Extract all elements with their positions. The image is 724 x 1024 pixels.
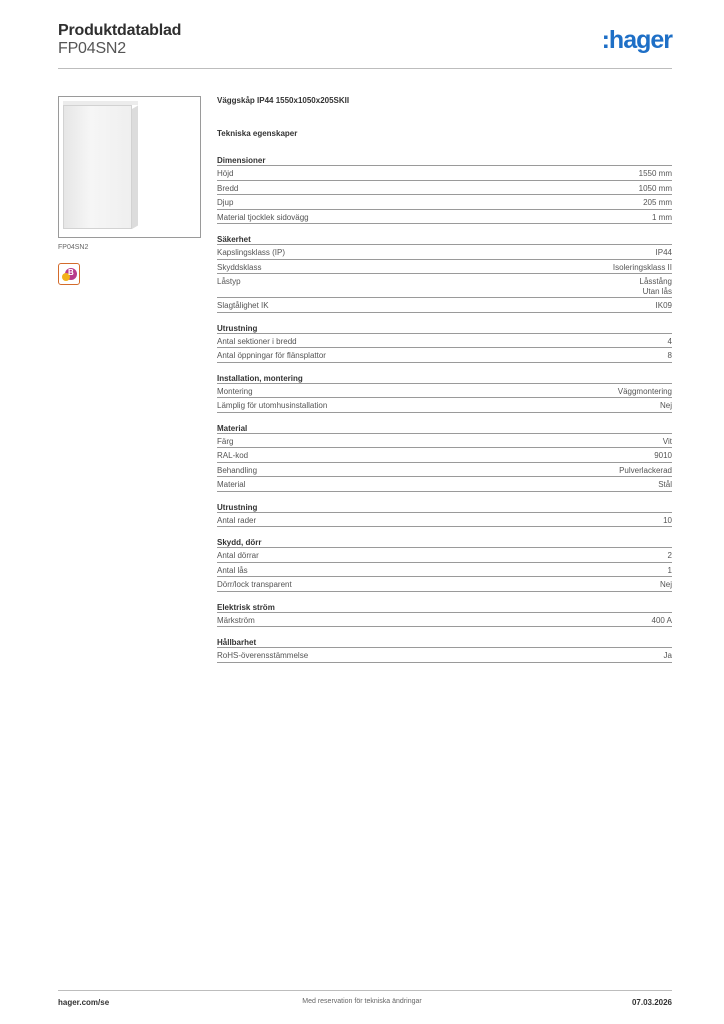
spec-row [217,477,672,492]
spec-row [217,210,672,225]
spec-row [217,513,672,528]
page-header [58,20,672,70]
spec-label: Bredd [217,183,239,193]
spec-group [217,323,672,363]
spec-value: Stål [658,480,672,489]
spec-row [217,245,672,260]
cabinet-illustration [63,101,138,229]
spec-value: 8 [667,351,672,360]
spec-value: 2 [667,551,672,560]
spec-group-title: Dimensioner [217,155,672,166]
spec-row [217,577,672,592]
spec-value: Väggmontering [617,386,672,396]
spec-group [217,537,672,592]
spec-label: Montering [217,386,253,396]
spec-group [217,502,672,528]
spec-row [217,334,672,349]
spec-content [217,96,672,673]
footer-notice: Med reservation för tekniska ändringar [302,998,422,1005]
section-heading: Tekniska egenskaper [217,129,298,138]
spec-label: Material [217,480,246,489]
spec-group-title: Elektrisk ström [217,602,672,613]
spec-value: 1 mm [652,212,672,222]
spec-group-title: Utrustning [217,323,672,334]
footer-date: 07.03.2026 [631,998,672,1007]
spec-value: 9010 [654,451,672,460]
spec-group-title: Säkerhet [217,234,672,245]
spec-label: Antal öppningar för flänsplattor [217,351,326,360]
spec-group [217,602,672,628]
spec-label: Höjd [217,169,234,178]
spec-groups [217,155,672,663]
image-caption: FP04SN2 [58,244,89,251]
spec-group-title: Material [217,423,672,434]
product-name: Väggskåp IP44 1550x1050x205SKII [217,96,350,105]
spec-group [217,234,672,313]
spec-label: Kapslingsklass (IP) [217,248,286,257]
spec-label: Antal dörrar [217,551,259,560]
spec-row [217,274,672,298]
spec-value: Vit [662,436,672,446]
spec-label: Låstyp [217,277,241,286]
badge-label: B [68,268,74,277]
spec-row [217,384,672,399]
spec-label: Märkström [217,615,255,625]
spec-label: Skyddsklass [217,262,262,272]
spec-row [217,348,672,363]
spec-label: Antal sektioner i bredd [217,336,297,346]
spec-value: 10 [663,515,672,525]
spec-row [217,260,672,275]
spec-row [217,434,672,449]
spec-row [217,195,672,210]
spec-value: 1550 mm [638,169,672,178]
spec-group-title: Hållbarhet [217,637,672,648]
spec-label: Slagtålighet IK [217,301,269,310]
spec-label: Behandling [217,465,258,475]
spec-value: 1 [667,565,672,575]
spec-label: RoHS-överensstämmelse [217,651,309,660]
spec-value: Isoleringsklass II [612,262,672,272]
spec-value: Ja [663,651,672,660]
spec-label: Antal rader [217,515,257,525]
product-code: FP04SN2 [58,40,126,57]
spec-value: 1050 mm [638,183,672,193]
header-divider [58,68,672,69]
spec-value: 205 mm [643,198,672,207]
spec-value: Låsstång Utan lås [639,277,672,296]
spec-label: Dörr/lock transparent [217,580,292,589]
hager-logo: :hager [601,26,672,54]
spec-value: IP44 [655,248,672,257]
spec-label: Material tjocklek sidovägg [217,212,309,222]
spec-row [217,563,672,578]
footer-divider [58,990,672,991]
spec-group-title: Installation, montering [217,373,672,384]
spec-row [217,613,672,628]
spec-row [217,398,672,413]
spec-row [217,298,672,313]
spec-group [217,373,672,413]
spec-group [217,423,672,492]
spec-group-title: Utrustning [217,502,672,513]
spec-row [217,648,672,663]
spec-value: 4 [667,336,672,346]
spec-row [217,181,672,196]
spec-row [217,448,672,463]
spec-value: 400 A [651,615,672,625]
spec-row [217,166,672,181]
footer-website: hager.com/se [58,998,110,1007]
spec-value: Pulverlackerad [619,465,672,475]
document-title: Produktdatablad [58,22,182,39]
spec-label: Färg [217,436,234,446]
spec-value: Nej [659,401,672,410]
spec-group [217,637,672,663]
spec-label: Antal lås [217,565,248,575]
spec-row [217,548,672,563]
product-image [58,96,201,238]
spec-value: IK09 [655,301,672,310]
certification-badge-icon [58,263,80,285]
spec-label: Djup [217,198,234,207]
spec-label: Lämplig för utomhusinstallation [217,401,328,410]
spec-value: Nej [659,580,672,589]
spec-row [217,463,672,478]
spec-group [217,155,672,224]
spec-label: RAL-kod [217,451,249,460]
spec-group-title: Skydd, dörr [217,537,672,548]
